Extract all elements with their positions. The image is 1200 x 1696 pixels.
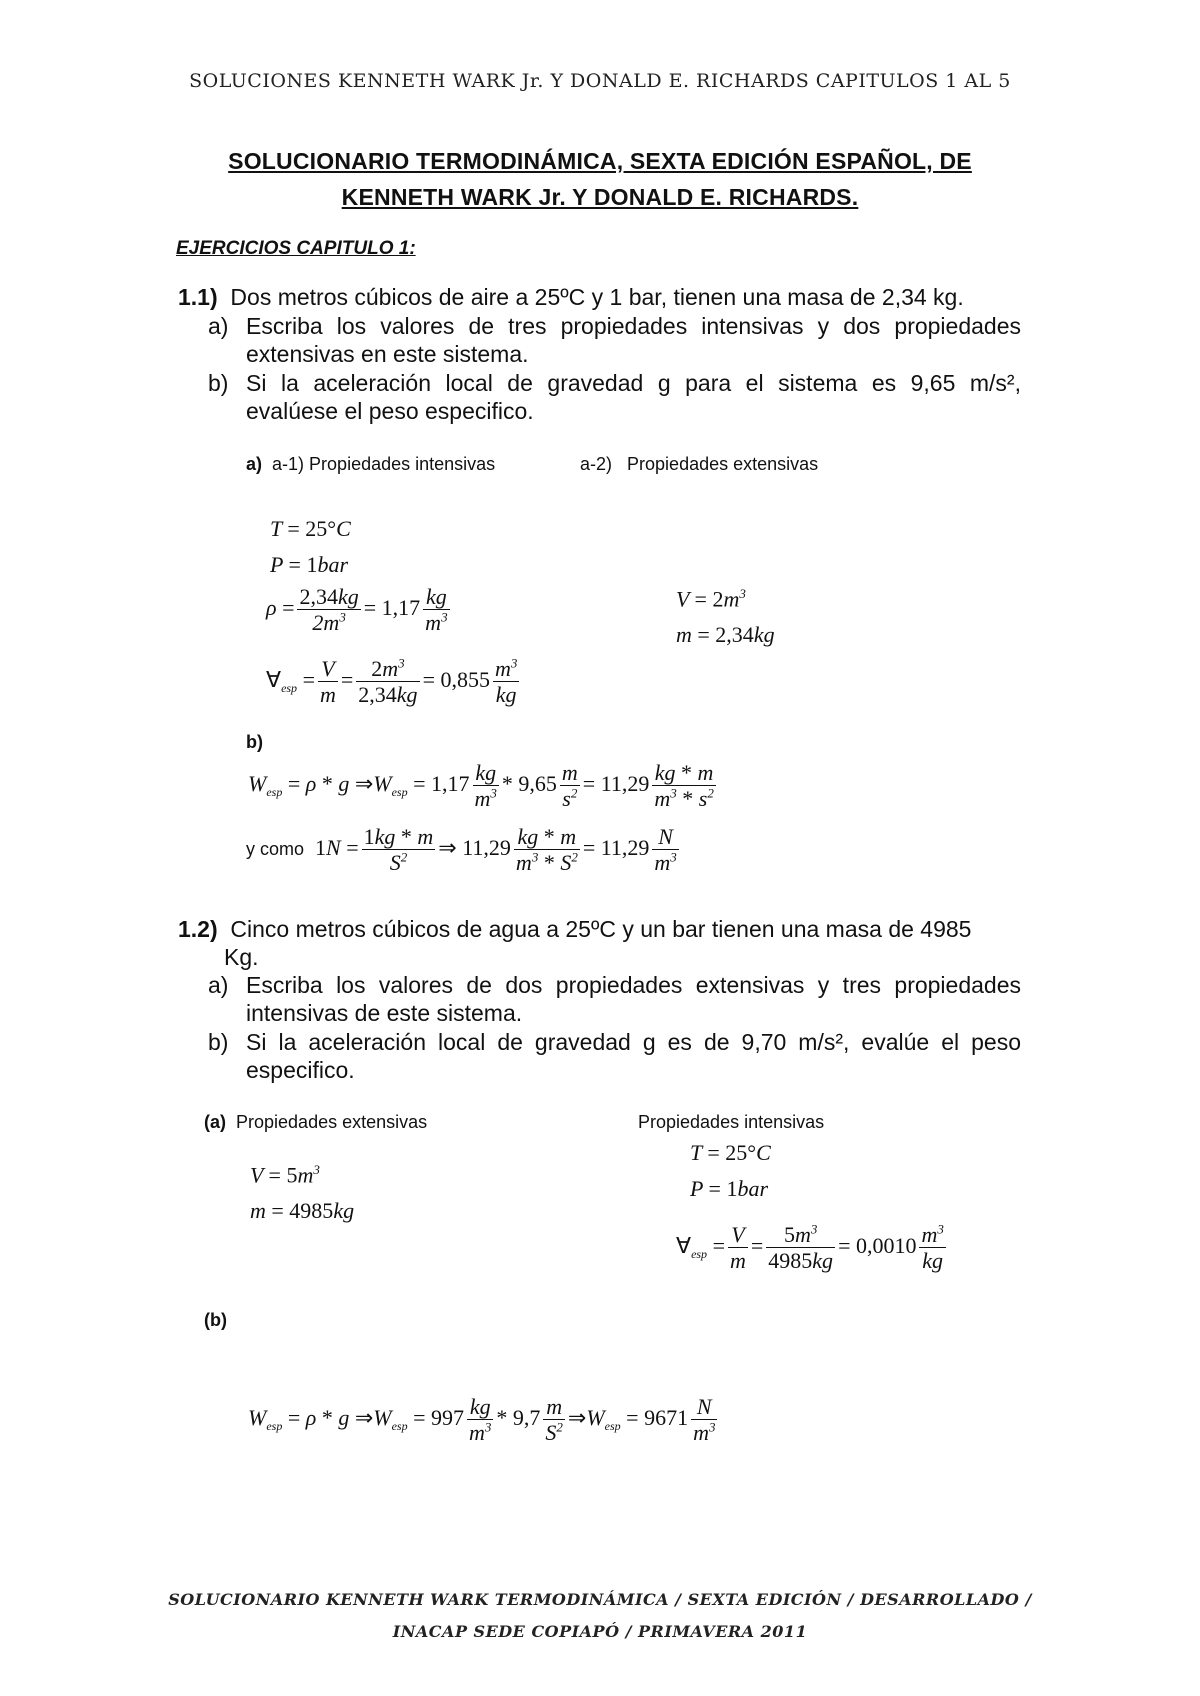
problem-text: Cinco metros cúbicos de agua a 25ºC y un bar tienen una masa de 4985 bbox=[230, 916, 972, 942]
eq-pressure-2: P = 1bar bbox=[690, 1176, 769, 1201]
item-a-line-1: Escriba los valores de tres propiedades intensivas y dos propiedades bbox=[246, 313, 1021, 339]
item-a-line-2: intensivas de este sistema. bbox=[246, 1000, 523, 1026]
item-b-line-1: Si la aceleración local de gravedad g para el sistema es 9,65 m/s², bbox=[246, 370, 1021, 396]
solution-2-intensive-label: Propiedades intensivas bbox=[638, 1112, 825, 1132]
item-b-line-1: Si la aceleración local de gravedad g es de 9,70 m/s², evalúe el peso bbox=[246, 1029, 1021, 1055]
item-b-line-2: especifico. bbox=[246, 1057, 355, 1083]
eq-volume: $V = 2m^3$ bbox=[676, 586, 746, 612]
document-title-line-1: SOLUCIONARIO TERMODINÁMICA, SEXTA EDICIÓN ESPAÑOL, DE bbox=[228, 148, 972, 174]
problem-number: 1.1) bbox=[178, 284, 218, 310]
document-title-line-2: KENNETH WARK Jr. Y DONALD E. RICHARDS. bbox=[341, 184, 859, 210]
problem-text: Dos metros cúbicos de aire a 25ºC y 1 bar, tienen una masa de 2,34 kg. bbox=[230, 284, 964, 310]
eq-specific-weight-2: $W_{esp} = \rho * g$ $\Rightarrow W_{esp} = 997$ $\frac{kg}{m^3}$ * 9,7 $\frac{m}{S^2}$ $\Rightarrow W_{esp} = 9671$ $\frac{N}{m^3}$ bbox=[248, 1394, 716, 1446]
footer-line-2: INACAP SEDE COPIAPÓ / PRIMAVERA 2011 bbox=[392, 1622, 808, 1641]
eq-mass-2: m = 4985kg bbox=[250, 1198, 355, 1223]
page-header: SOLUCIONES KENNETH WARK Jr. Y DONALD E. RICHARDS CAPITULOS 1 AL 5 bbox=[189, 70, 1011, 92]
solution-2a-label: (a) Propiedades extensivas bbox=[204, 1112, 428, 1132]
eq-newton-conversion: y como 1N = $\frac{1kg * m}{S^2}$ ⇒ 11,29 $\frac{kg * m}{m^3 * S^2}$ = 11,29 $\frac{N}{m^3}$ bbox=[246, 824, 677, 876]
solution-b-label: b) bbox=[246, 732, 263, 752]
footer-line-1: SOLUCIONARIO KENNETH WARK TERMODINÁMICA / SEXTA EDICIÓN / DESARROLLADO / bbox=[168, 1590, 1032, 1609]
solution-2b-label: (b) bbox=[204, 1310, 227, 1330]
item-marker: a) bbox=[208, 313, 229, 339]
eq-volume-2: $V = 5m^3$ bbox=[250, 1162, 320, 1188]
item-marker: b) bbox=[208, 370, 229, 396]
problem-text-continued: Kg. bbox=[224, 944, 259, 970]
item-marker: b) bbox=[208, 1029, 229, 1055]
solution-a2-label: a-2) Propiedades extensivas bbox=[580, 454, 819, 474]
item-a-line-2: extensivas en este sistema. bbox=[246, 341, 529, 367]
eq-density: ρ = $\frac{2,34kg}{2m^3}$ = 1,17 $\frac{kg}{m^3}$ bbox=[266, 584, 448, 636]
solution-a-label: a) a-1) Propiedades intensivas bbox=[246, 454, 496, 474]
problem-1-2-statement bbox=[178, 916, 971, 943]
item-marker: a) bbox=[208, 972, 229, 998]
problem-number: 1.2) bbox=[178, 916, 218, 942]
eq-specific-volume: $\forall_{esp}$ = $\frac{V}{m}$ = $\frac{2m^3}{2,34kg}$ = 0,855 $\frac{m^3}{kg}$ bbox=[266, 655, 518, 708]
section-heading: EJERCICIOS CAPITULO 1: bbox=[176, 238, 416, 259]
problem-1-1-statement bbox=[178, 284, 964, 311]
eq-temperature-2: T = 25°C bbox=[690, 1140, 771, 1165]
eq-mass: m = 2,34kg bbox=[676, 622, 775, 647]
item-a-line-1: Escriba los valores de dos propiedades extensivas y tres propiedades bbox=[246, 972, 1021, 998]
eq-temperature: T = 25°C bbox=[270, 516, 351, 541]
item-b-line-2: evalúese el peso especifico. bbox=[246, 398, 534, 424]
eq-specific-volume-2: $\forall_{esp}$ = $\frac{V}{m}$ = $\frac{5m^3}{4985kg}$ = 0,0010 $\frac{m^3}{kg}$ bbox=[676, 1221, 944, 1274]
eq-specific-weight-1: $W_{esp} = \rho * g$ $\Rightarrow W_{esp} = 1,17$ $\frac{kg}{m^3}$ * 9,65 $\frac{m}{s^2}$ = 11,29 $\frac{kg * m}{m^3 * s^2}$ bbox=[248, 760, 714, 812]
eq-pressure: P = 1bar bbox=[270, 552, 349, 577]
